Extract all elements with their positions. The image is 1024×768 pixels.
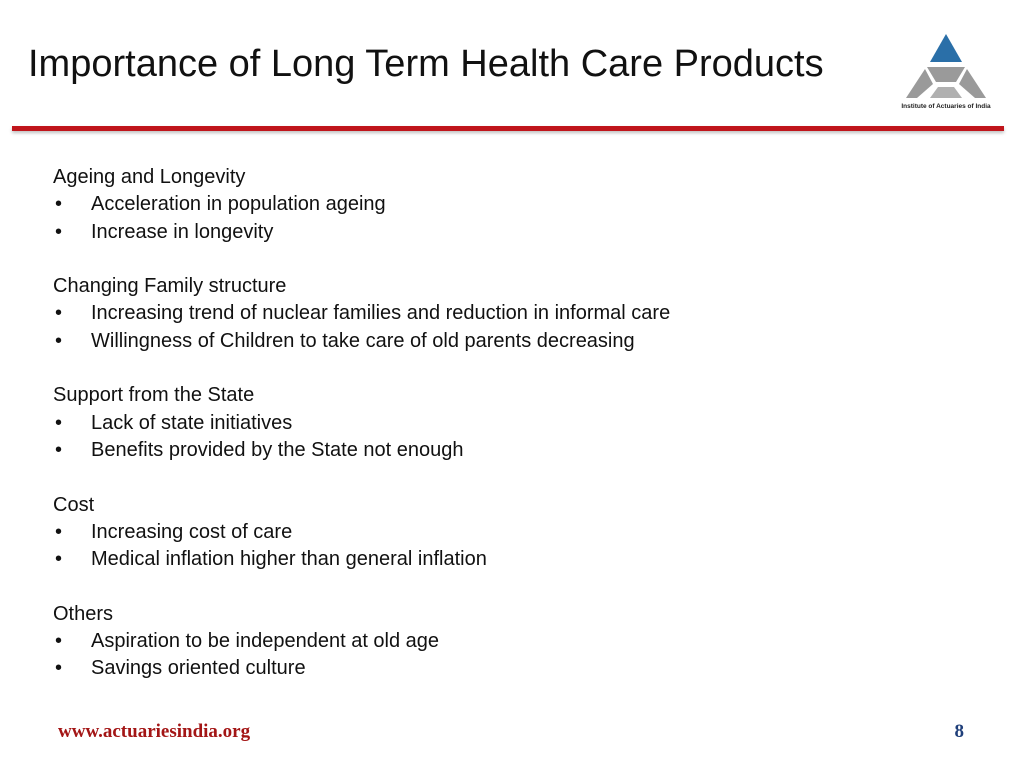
section-heading: Others xyxy=(53,602,114,625)
bullet-icon: • xyxy=(55,329,63,352)
bullet-text: Increasing trend of nuclear families and reduction in informal care xyxy=(91,302,671,325)
page-number: 8 xyxy=(954,721,964,742)
bullet-icon: • xyxy=(55,220,63,243)
bullet-icon: • xyxy=(55,657,63,680)
bullet-icon: • xyxy=(55,193,63,216)
bullet-list xyxy=(53,300,953,355)
bullet-text: Lack of state initiatives xyxy=(91,411,293,434)
bullet-list xyxy=(53,191,953,246)
bullet-text: Medical inflation higher than general inflation xyxy=(91,548,487,571)
bullet-item xyxy=(53,300,953,327)
bullet-item xyxy=(53,191,953,218)
bullet-text: Increase in longevity xyxy=(91,220,274,243)
bullet-icon: • xyxy=(55,438,63,461)
bullet-text: Benefits provided by the State not enough xyxy=(91,438,464,461)
section-heading: Cost xyxy=(53,493,95,516)
bullet-item xyxy=(53,519,953,546)
bullet-icon: • xyxy=(55,302,63,325)
section-heading: Support from the State xyxy=(53,384,255,407)
bullet-item xyxy=(53,628,953,655)
section-cost xyxy=(53,492,953,574)
bullet-text: Willingness of Children to take care of old parents decreasing xyxy=(91,329,635,352)
footer-website-link[interactable]: www.actuariesindia.org xyxy=(58,721,251,742)
bullet-list xyxy=(53,410,953,465)
section-family xyxy=(53,273,953,355)
bullet-icon: • xyxy=(55,548,63,571)
section-ageing xyxy=(53,164,953,246)
bullet-list xyxy=(53,628,953,683)
bullet-text: Increasing cost of care xyxy=(91,520,293,543)
bullet-text: Savings oriented culture xyxy=(91,657,306,680)
slide-content xyxy=(53,164,953,710)
bullet-item xyxy=(53,410,953,437)
section-others xyxy=(53,601,953,683)
bullet-item xyxy=(53,437,953,464)
bullet-icon: • xyxy=(55,630,63,653)
section-heading: Changing Family structure xyxy=(53,275,287,298)
bullet-item xyxy=(53,546,953,573)
section-heading: Ageing and Longevity xyxy=(53,166,246,188)
bullet-text: Acceleration in population ageing xyxy=(91,193,386,216)
bullet-item xyxy=(53,328,953,355)
bullet-text: Aspiration to be independent at old age xyxy=(91,630,440,653)
bullet-item xyxy=(53,219,953,246)
header-divider xyxy=(12,126,1004,131)
logo-caption: Institute of Actuaries of India xyxy=(901,103,991,110)
bullet-icon: • xyxy=(55,411,63,434)
section-state xyxy=(53,382,953,464)
bullet-item xyxy=(53,655,953,682)
slide-title: Importance of Long Term Health Care Products xyxy=(28,43,824,85)
bullet-list xyxy=(53,519,953,574)
bullet-icon: • xyxy=(55,520,63,543)
institute-triangle-logo-icon xyxy=(896,32,996,102)
institute-logo xyxy=(896,32,996,114)
